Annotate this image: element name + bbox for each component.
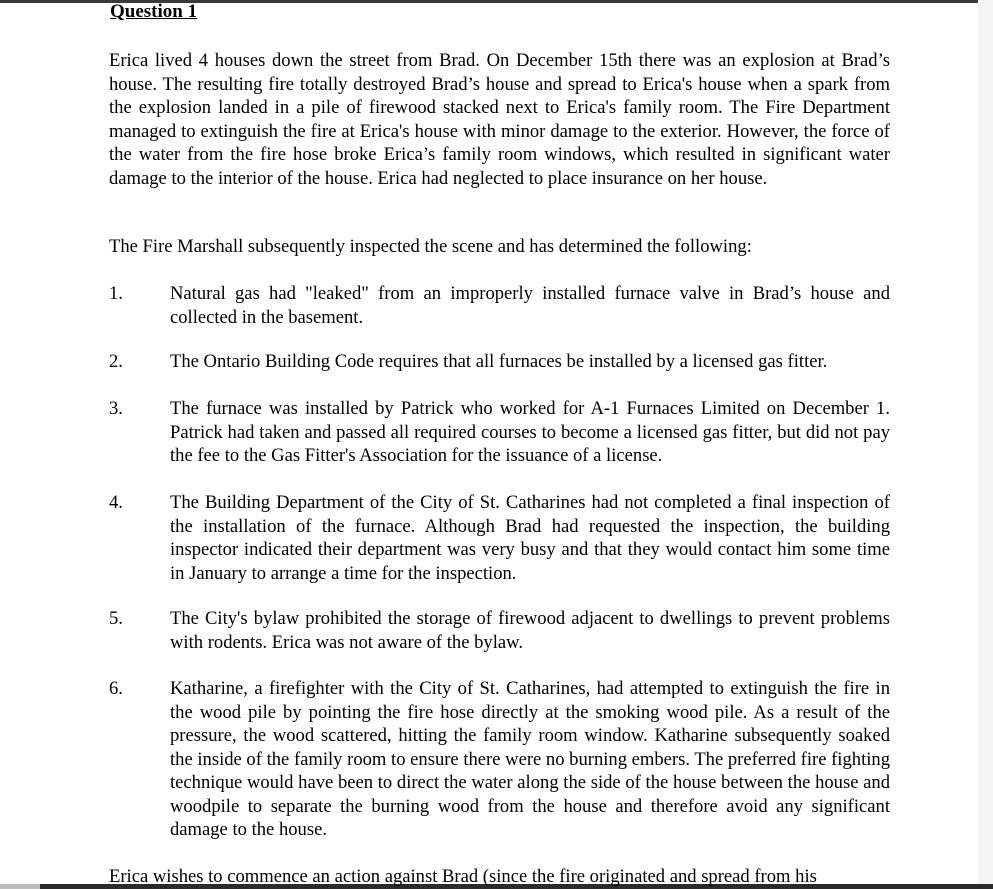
finding-number: 5.: [109, 608, 123, 629]
finding-text: The Ontario Building Code requires that all furnaces be installed by a licensed gas fitter.: [170, 351, 828, 372]
finding-number: 3.: [109, 398, 123, 419]
finding-text: Katharine, a firefighter with the City of St. Catharines, had attempted to extinguish the fire in the wood pile by pointing the fire hose directly at the smoking wood pile. As a result of the pressure, the wood scattered, hitting the family room window. Katharine subsequently soaked the inside of the family room to ensure there were no burning embers. The preferred fire fighting technique would have been to direct the water along the side of the house between the house and woodpile to separate the burning wood from the house and therefore avoid any significant damage to the house.: [170, 678, 890, 840]
finding-number: 2.: [109, 351, 123, 372]
finding-number: 6.: [109, 678, 123, 699]
viewer-bottom-bar-left: [0, 884, 40, 889]
finding-text: The furnace was installed by Patrick who worked for A-1 Furnaces Limited on December 1. Patrick had taken and passed all required courses to become a licensed gas fitter, but did not pay the fee to the Gas Fitter's Association for the issuance of a license.: [170, 398, 890, 466]
question-heading: Question 1: [110, 1, 198, 22]
viewer-scroll-track[interactable]: [978, 0, 993, 889]
intro-paragraph: Erica lived 4 houses down the street from Brad. On December 15th there was an explosion at Brad’s house. The resulting fire totally destroyed Brad’s house and spread to Erica's house when a spark from the explosion landed in a pile of firewood stacked next to Erica's family room. The Fire Department managed to extinguish the fire at Erica's house with minor damage to the exterior. However, the force of the water from the fire hose broke Erica’s family room windows, which resulted in significant water damage to the interior of the house. Erica had neglected to place insurance on her house.: [109, 50, 890, 189]
fire-marshall-paragraph: The Fire Marshall subsequently inspected the scene and has determined the following:: [109, 236, 752, 257]
closing-paragraph: Erica wishes to commence an action against Brad (since the fire originated and spread from his: [109, 866, 817, 887]
finding-number: 1.: [109, 283, 123, 304]
finding-number: 4.: [109, 492, 123, 513]
finding-text: The City's bylaw prohibited the storage of firewood adjacent to dwellings to prevent problems with rodents. Erica was not aware of the bylaw.: [170, 608, 890, 653]
finding-text: The Building Department of the City of St. Catharines had not completed a final inspection of the installation of the furnace. Although Brad had requested the inspection, the building inspector indicated their department was very busy and that they would contact him some time in January to arrange a time for the inspection.: [170, 492, 890, 584]
finding-text: Natural gas had "leaked" from an improperly installed furnace valve in Brad’s house and collected in the basement.: [170, 283, 890, 328]
